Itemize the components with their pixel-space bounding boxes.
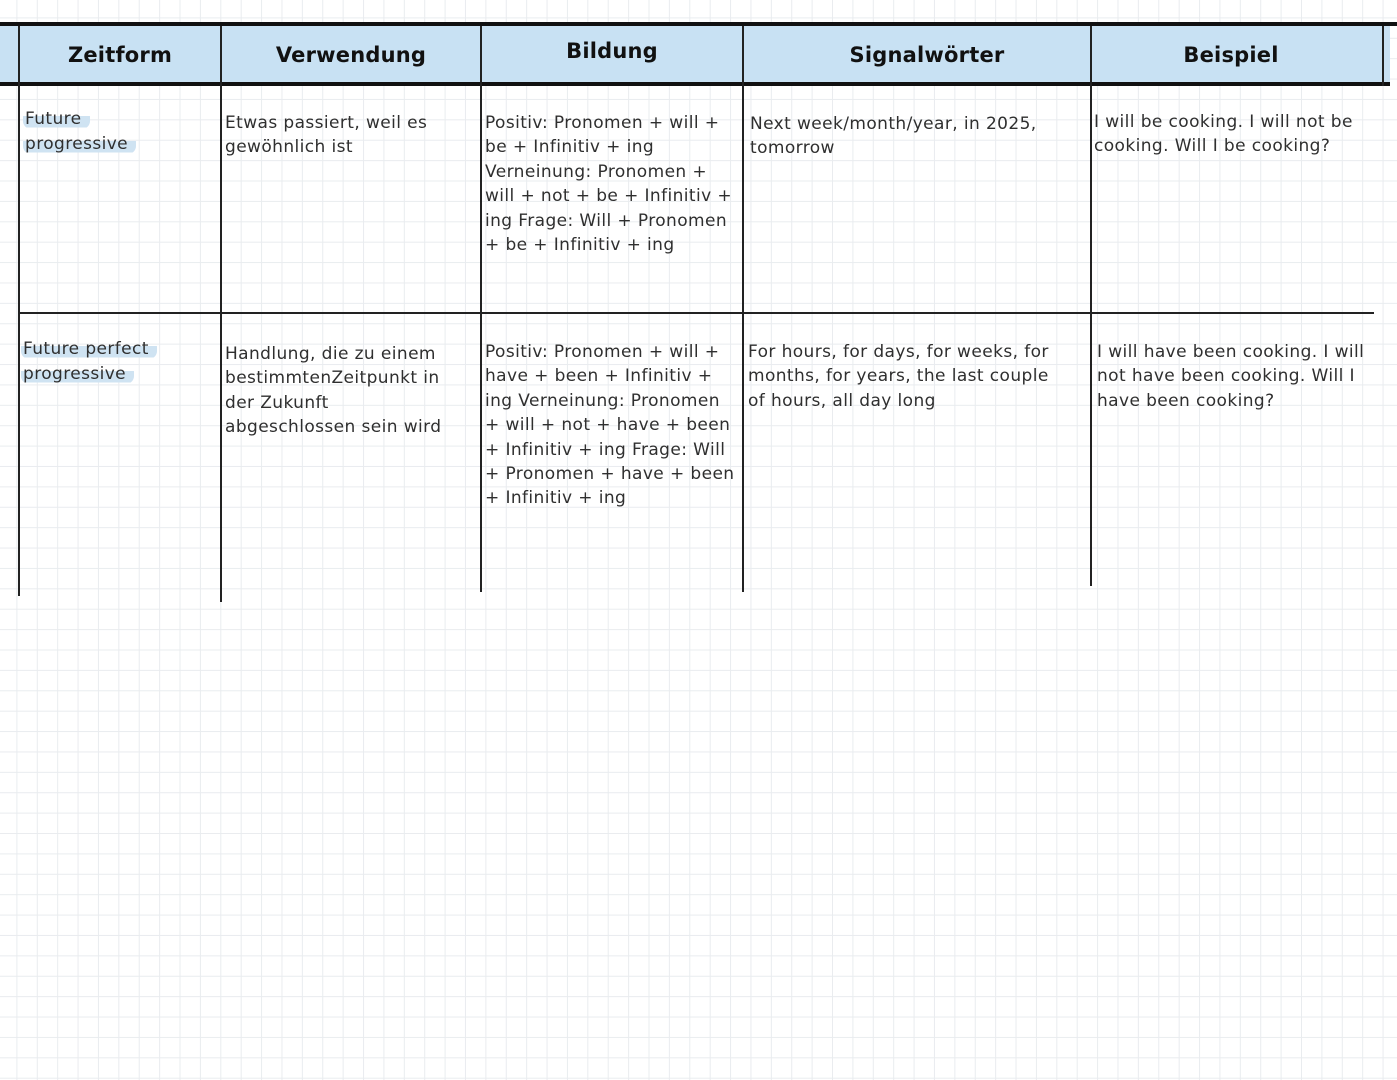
header-zeitform: Zeitform	[67, 43, 173, 67]
column-line	[742, 26, 744, 592]
header-signalwoerter: Signalwörter	[849, 43, 1005, 67]
row1-beispiel: I will be cooking. I will not be cooking. Will I be cooking?	[1094, 112, 1353, 157]
header-bildung: Bildung	[566, 39, 658, 63]
table-row-divider	[20, 312, 1374, 314]
row1-zeitform	[23, 107, 173, 157]
column-line	[1090, 26, 1092, 586]
row1-verwendung: Etwas passiert, weil es gewöhnlich ist	[225, 113, 428, 158]
column-line	[220, 26, 222, 602]
column-line	[480, 26, 482, 592]
column-line	[18, 26, 20, 596]
table-header-rule	[0, 82, 1390, 86]
header-verwendung: Verwendung	[275, 43, 427, 67]
row2-verwendung: Handlung, die zu einem bestimmtenZeitpunkt in der Zukunft abgeschlossen sein wird	[225, 344, 442, 438]
row2-bildung: Positiv: Pronomen + will + have + been + Infinitiv + ing Verneinung: Pronomen + will + not + have + been + Infinitiv + ing Frage: Will + Pronomen + have + been + Infinitiv + ing	[485, 342, 735, 509]
header-beispiel: Beispiel	[1183, 43, 1279, 67]
column-line	[1382, 26, 1384, 86]
row2-signalwoerter: For hours, for days, for weeks, for months, for years, the last couple of hours, all day long	[748, 342, 1049, 411]
row1-bildung: Positiv: Pronomen + will + be + Infinitiv + ing Verneinung: Pronomen + will + not + be + Infinitiv + ing Frage: Will + Pronomen + be + Infinitiv + ing	[485, 113, 733, 256]
row1-signalwoerter: Next week/month/year, in 2025, tomorrow	[750, 114, 1037, 159]
row1-zeitform-text: Future progressive	[23, 109, 136, 154]
row2-beispiel: I will have been cooking. I will not have been cooking. Will I have been cooking?	[1097, 342, 1365, 411]
row2-zeitform	[21, 337, 206, 387]
row2-zeitform-text: Future perfect progressive	[21, 339, 157, 384]
